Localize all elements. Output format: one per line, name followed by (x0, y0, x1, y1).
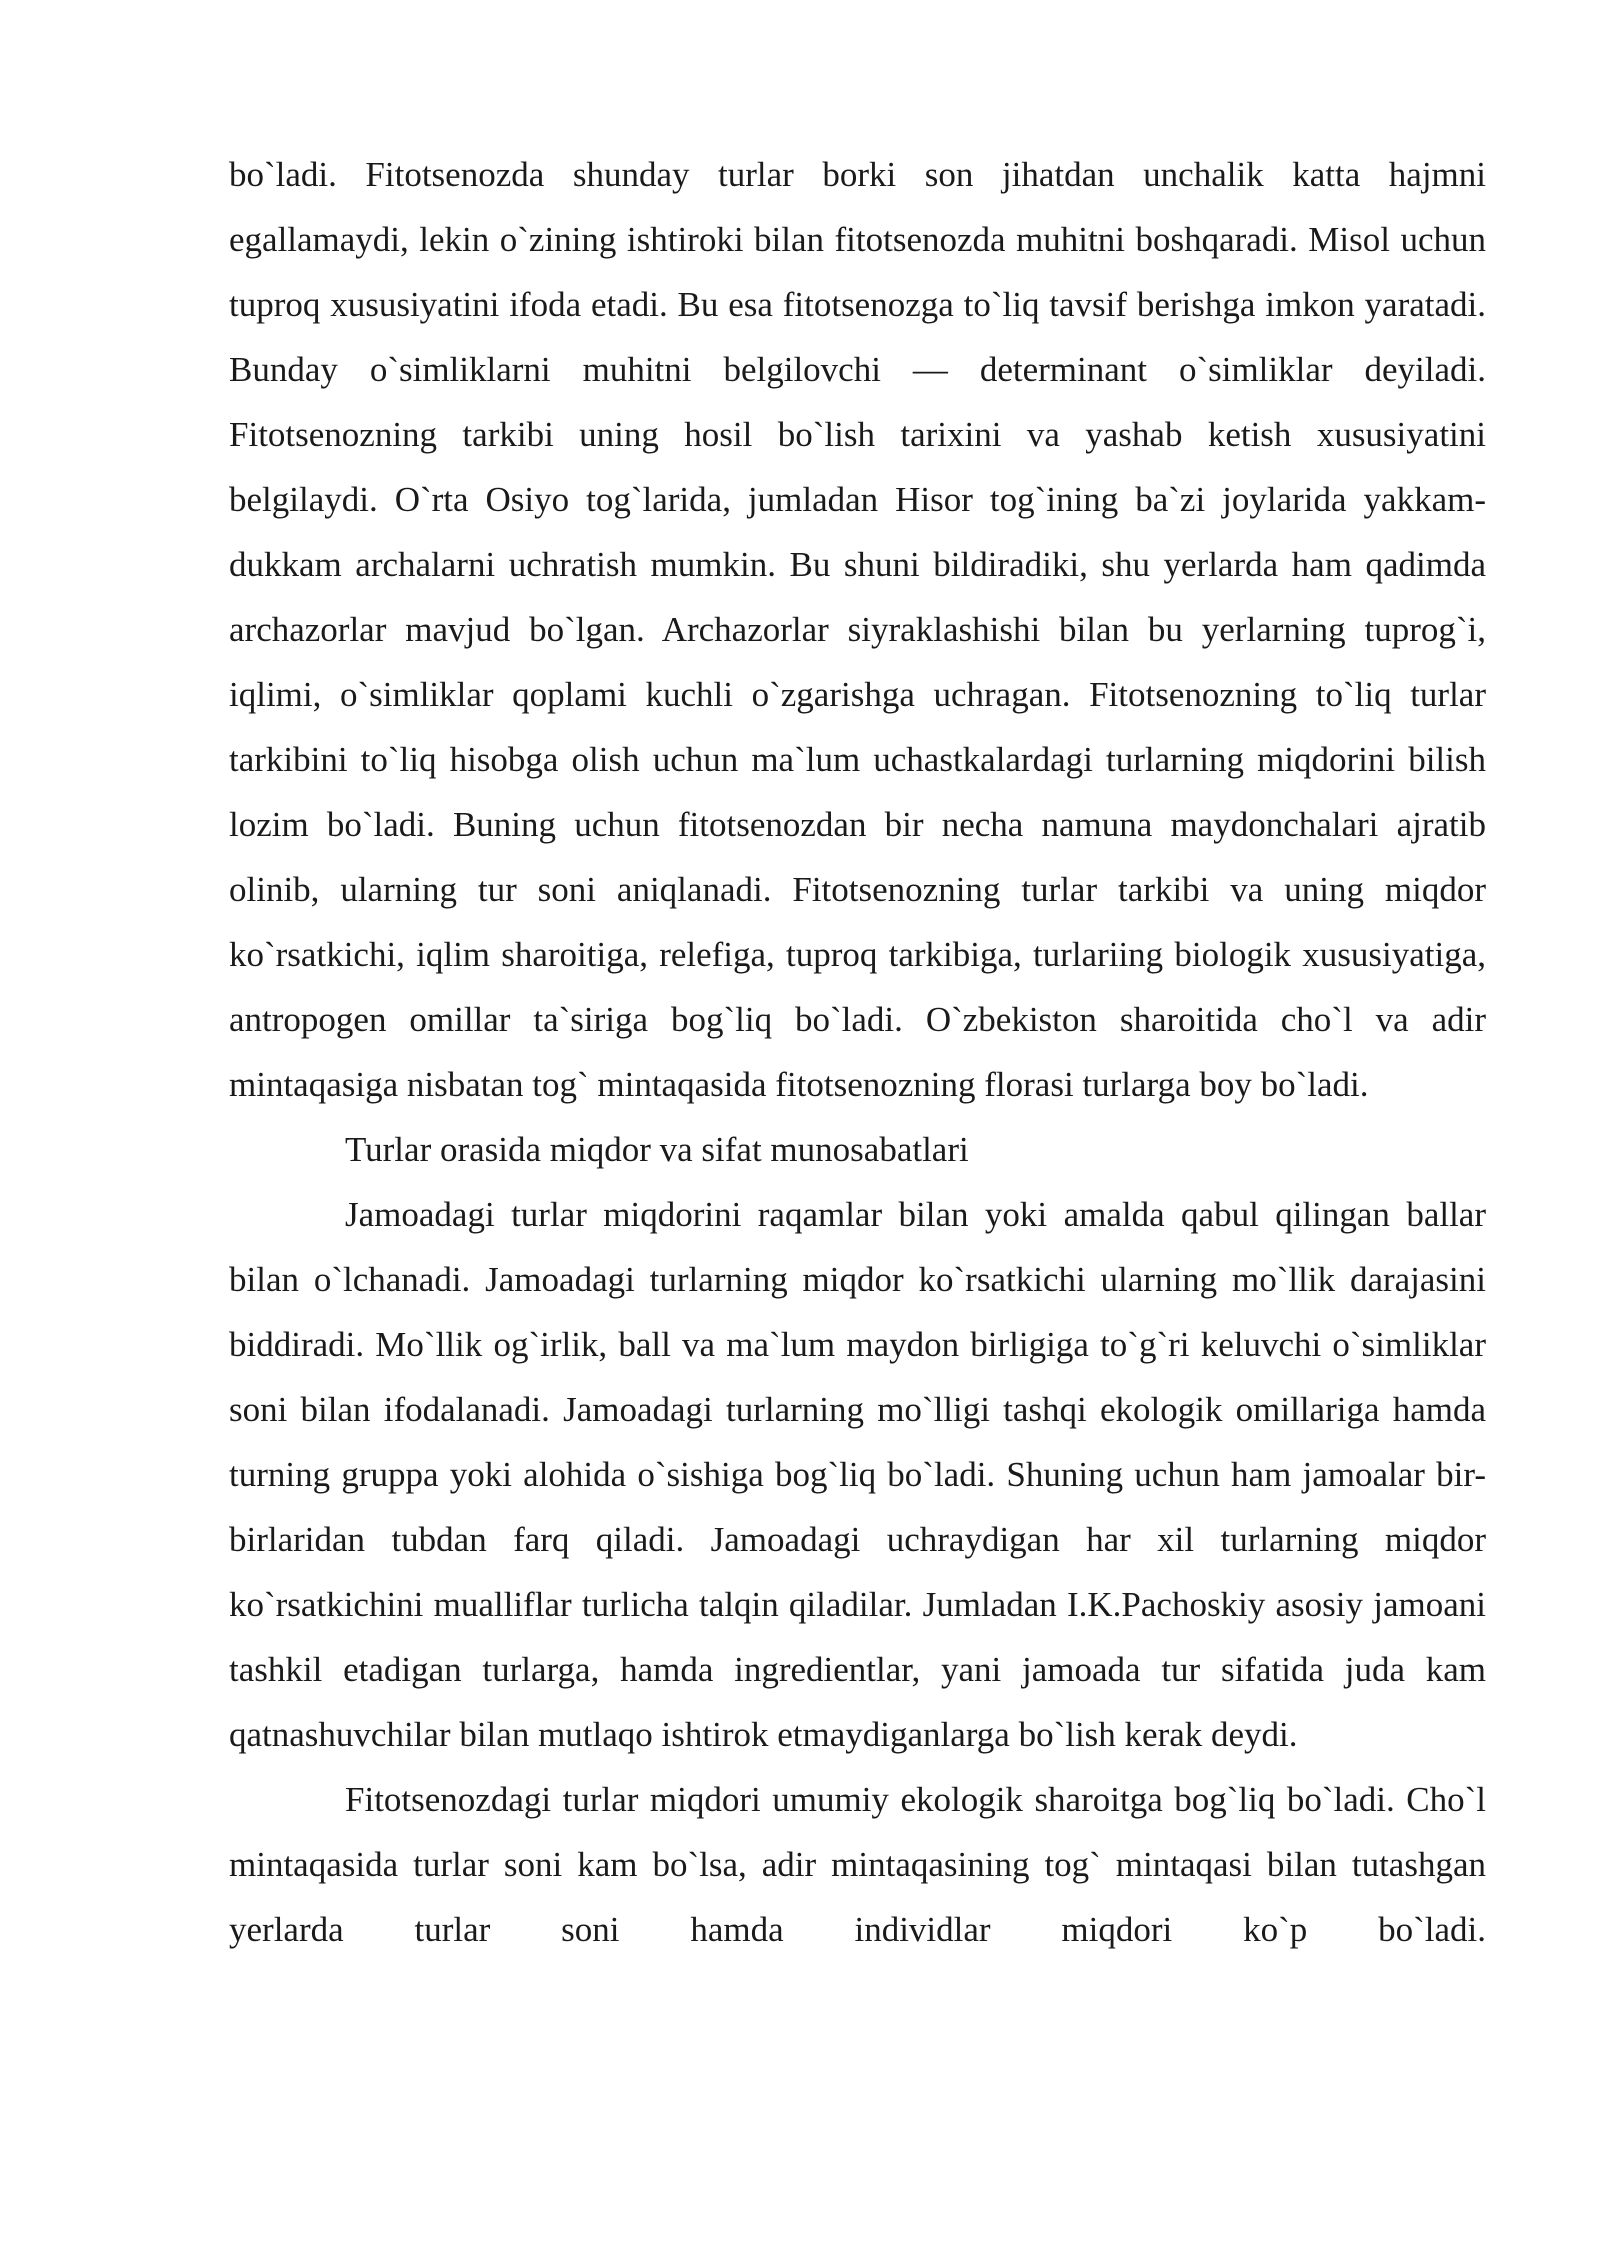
body-paragraph-3: Fitotsenozdagi turlar miqdori umumiy ekologik sharoitga bog`liq bo`ladi. Cho`l mintaqasida turlar soni kam bo`lsa, adir mintaqasining tog` mintaqasi bilan tutashgan yerlarda turlar soni hamda individlar miqdori ko`p bo`ladi. (229, 1780, 1486, 1949)
body-paragraph-1: bo`ladi. Fitotsenozda shunday turlar borki son jihatdan unchalik katta hajmni egallamaydi, lekin o`zining ishtiroki bilan fitotsenozda muhitni boshqaradi. Misol uchun tuproq xususiyatini ifoda etadi. Bu esa fitotsenozga to`liq tavsif berishga imkon yaratadi. Bunday o`simliklarni muhitni belgilovchi — determinant o`simliklar deyiladi. Fitotsenozning tarkibi uning hosil bo`lish tarixini va yashab ketish xususiyatini belgilaydi. O`rta Osiyo tog`larida, jumladan Hisor tog`ining ba`zi joylarida yakkam-dukkam archalarni uchratish mumkin. Bu shuni bildiradiki, shu yerlarda ham qadimda archazorlar mavjud bo`lgan. Archazorlar siyraklashishi bilan bu yerlarning tuprog`i, iqlimi, o`simliklar qoplami kuchli o`zgarishga uchragan. Fitotsenozning to`liq turlar tarkibini to`liq hisobga olish uchun ma`lum uchastkalardagi turlarning miqdorini bilish lozim bo`ladi. Buning uchun fitotsenozdan bir necha namuna maydonchalari ajratib olinib, ularning tur soni aniqlanadi. Fitotsenozning turlar tarkibi va uning miqdor ko`rsatkichi, iqlim sharoitiga, relefiga, tuproq tarkibiga, turlariing biologik xususiyatiga, antropogen omillar ta`siriga bog`liq bo`ladi. O`zbekiston sharoitida cho`l va adir mintaqasiga nisbatan tog` mintaqasida fitotsenozning florasi turlarga boy bo`ladi. (229, 155, 1486, 1104)
section-heading: Turlar orasida miqdor va sifat munosabatlari (345, 1130, 969, 1169)
document-page (229, 142, 1486, 1962)
body-paragraph-2: Jamoadagi turlar miqdorini raqamlar bilan yoki amalda qabul qilingan ballar bilan o`lchanadi. Jamoadagi turlarning miqdor ko`rsatkichi ularning mo`llik darajasini biddiradi. Mo`llik og`irlik, ball va ma`lum maydon birligiga to`g`ri keluvchi o`simliklar soni bilan ifodalanadi. Jamoadagi turlarning mo`lligi tashqi ekologik omillariga hamda turning gruppa yoki alohida o`sishiga bog`liq bo`ladi. Shuning uchun ham jamoalar bir-birlaridan tubdan farq qiladi. Jamoadagi uchraydigan har xil turlarning miqdor ko`rsatkichini mualliflar turlicha talqin qiladilar. Jumladan I.K.Pachoskiy asosiy jamoani tashkil etadigan turlarga, hamda ingredientlar, yani jamoada tur sifatida juda kam qatnashuvchilar bilan mutlaqo ishtirok etmaydiganlarga bo`lish kerak deydi. (229, 1195, 1486, 1754)
